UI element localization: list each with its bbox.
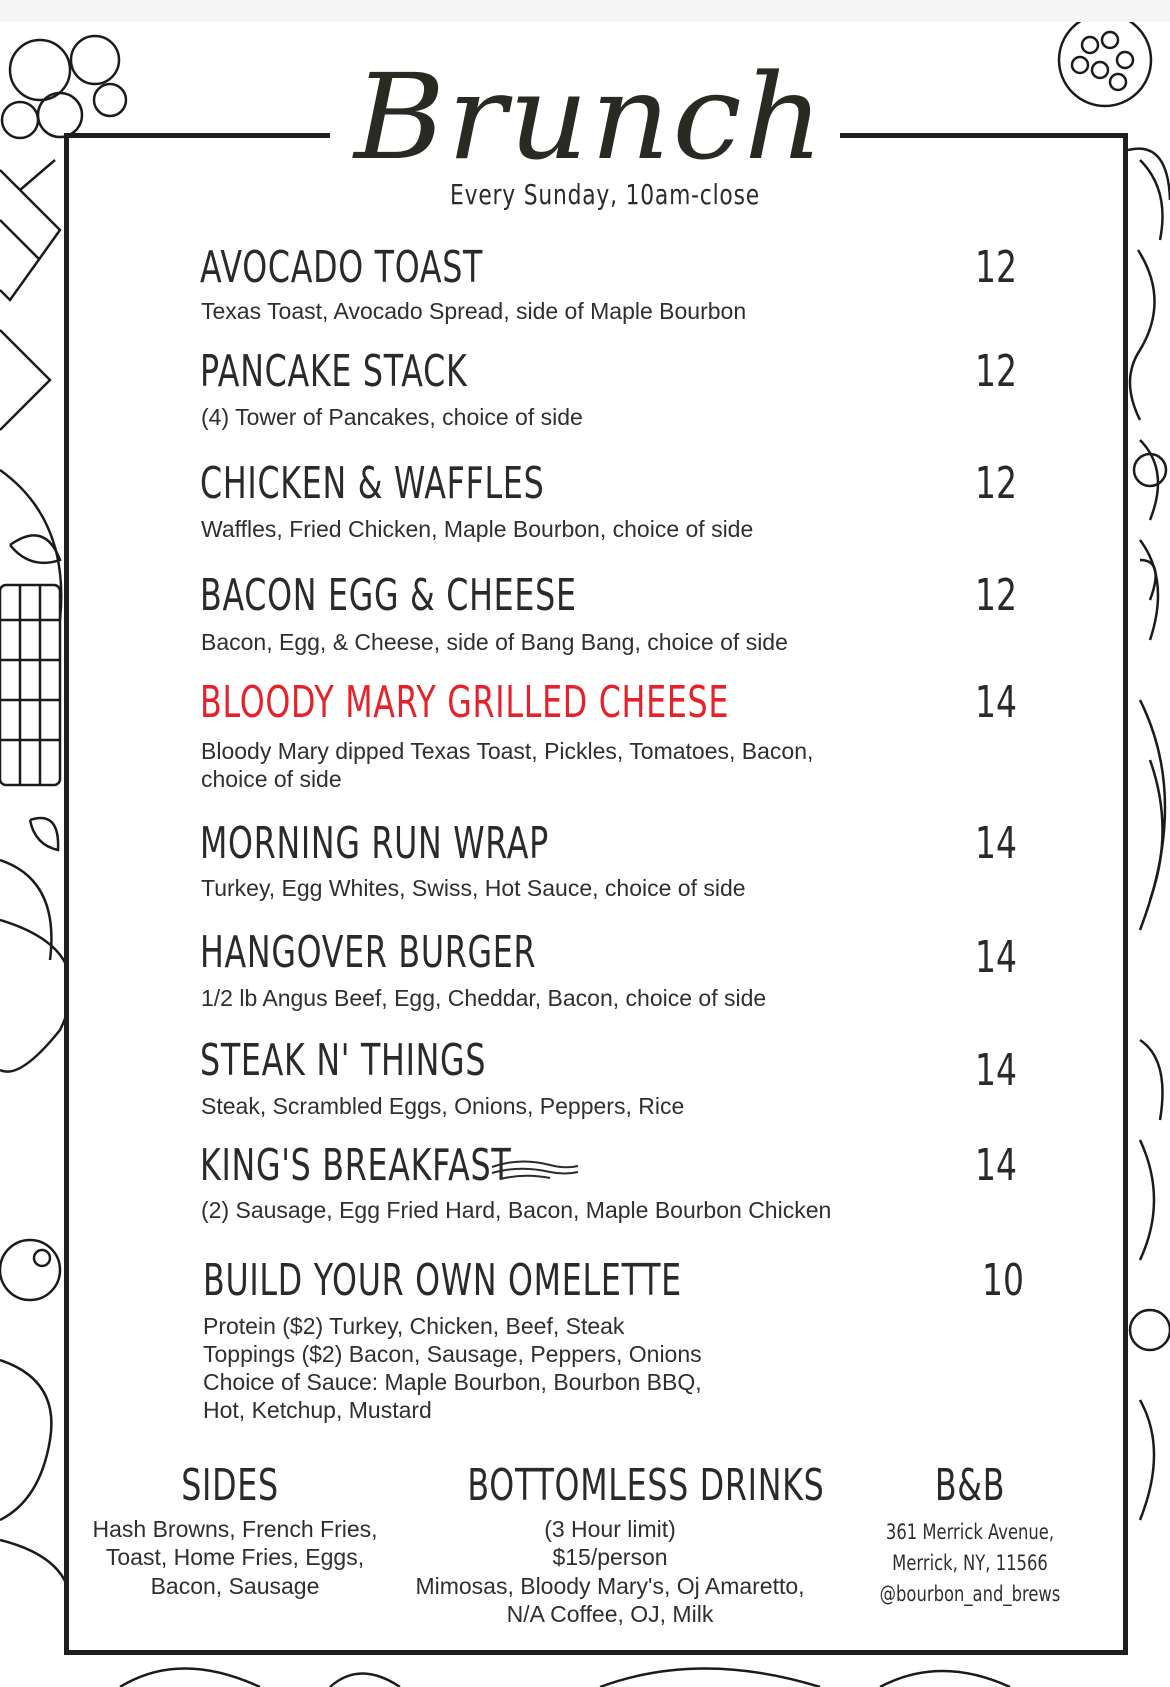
menu-item-name-featured: BLOODY MARY GRILLED CHEESE [200, 677, 730, 728]
menu-item-price: 12 [975, 346, 1017, 397]
menu-item-name: HANGOVER BURGER [200, 927, 537, 978]
menu-item-price: 14 [975, 1140, 1017, 1191]
drinks-line: $15/person [552, 1544, 668, 1570]
bb-address-line: 361 Merrick Avenue, [885, 1520, 1055, 1544]
status-strip [0, 0, 1170, 22]
menu-item-desc: choice of side [201, 766, 342, 792]
drinks-title: BOTTOMLESS DRINKS [467, 1460, 825, 1511]
menu-item-desc: Bacon, Egg, & Cheese, side of Bang Bang, choice of side [201, 629, 788, 655]
menu-item-name: KING'S BREAKFAST [200, 1140, 512, 1191]
drinks-line: N/A Coffee, OJ, Milk [506, 1601, 714, 1627]
menu-item-name: MORNING RUN WRAP [200, 818, 549, 869]
menu-item-desc: Toppings ($2) Bacon, Sausage, Peppers, Onions [203, 1341, 702, 1367]
page-subtitle: Every Sunday, 10am-close [450, 178, 760, 211]
menu-item-desc: (4) Tower of Pancakes, choice of side [201, 404, 583, 430]
menu-item-price: 14 [975, 677, 1017, 728]
bb-title: B&B [934, 1460, 1006, 1511]
menu-item-desc: Choice of Sauce: Maple Bourbon, Bourbon BBQ, [203, 1369, 702, 1395]
menu-item-desc: Turkey, Egg Whites, Swiss, Hot Sauce, choice of side [201, 875, 746, 901]
menu-item-price: 12 [975, 458, 1017, 509]
bb-address-line: Merrick, NY, 11566 [892, 1551, 1048, 1575]
menu-item-desc: Hot, Ketchup, Mustard [203, 1397, 432, 1423]
menu-item-desc: Waffles, Fried Chicken, Maple Bourbon, choice of side [201, 516, 754, 542]
menu-item-desc: 1/2 lb Angus Beef, Egg, Cheddar, Bacon, choice of side [201, 985, 767, 1011]
menu-item-price: 14 [975, 932, 1017, 983]
menu-item-desc: Protein ($2) Turkey, Chicken, Beef, Steak [203, 1313, 625, 1339]
menu-item-price: 14 [975, 818, 1017, 869]
page-title: Brunch [354, 48, 826, 186]
sides-title: SIDES [181, 1460, 279, 1511]
menu-item-price: 10 [982, 1255, 1024, 1306]
menu-item-name: PANCAKE STACK [200, 346, 468, 397]
drinks-line: (3 Hour limit) [544, 1516, 676, 1542]
bb-handle: @bourbon_and_brews [879, 1582, 1061, 1606]
sides-line: Bacon, Sausage [150, 1573, 320, 1599]
swoosh-icon [490, 1155, 580, 1185]
menu-item-desc: (2) Sausage, Egg Fried Hard, Bacon, Maple Bourbon Chicken [201, 1197, 832, 1223]
sides-line: Toast, Home Fries, Eggs, [105, 1544, 365, 1570]
menu-item-desc: Texas Toast, Avocado Spread, side of Maple Bourbon [201, 298, 747, 324]
menu-item-name: BUILD YOUR OWN OMELETTE [203, 1255, 682, 1306]
menu-item-name: STEAK N' THINGS [200, 1035, 487, 1086]
drinks-line: Mimosas, Bloody Mary's, Oj Amaretto, [415, 1573, 805, 1599]
menu-item-price: 14 [975, 1045, 1017, 1096]
menu-item-name: AVOCADO TOAST [200, 242, 484, 293]
menu-item-price: 12 [975, 570, 1017, 621]
menu-item-price: 12 [975, 242, 1017, 293]
sides-line: Hash Browns, French Fries, [92, 1516, 378, 1542]
menu-item-name: BACON EGG & CHEESE [200, 570, 577, 621]
menu-item-desc: Bloody Mary dipped Texas Toast, Pickles, Tomatoes, Bacon, [201, 738, 814, 764]
menu-item-name: CHICKEN & WAFFLES [200, 458, 545, 509]
menu-item-desc: Steak, Scrambled Eggs, Onions, Peppers, Rice [201, 1093, 685, 1119]
